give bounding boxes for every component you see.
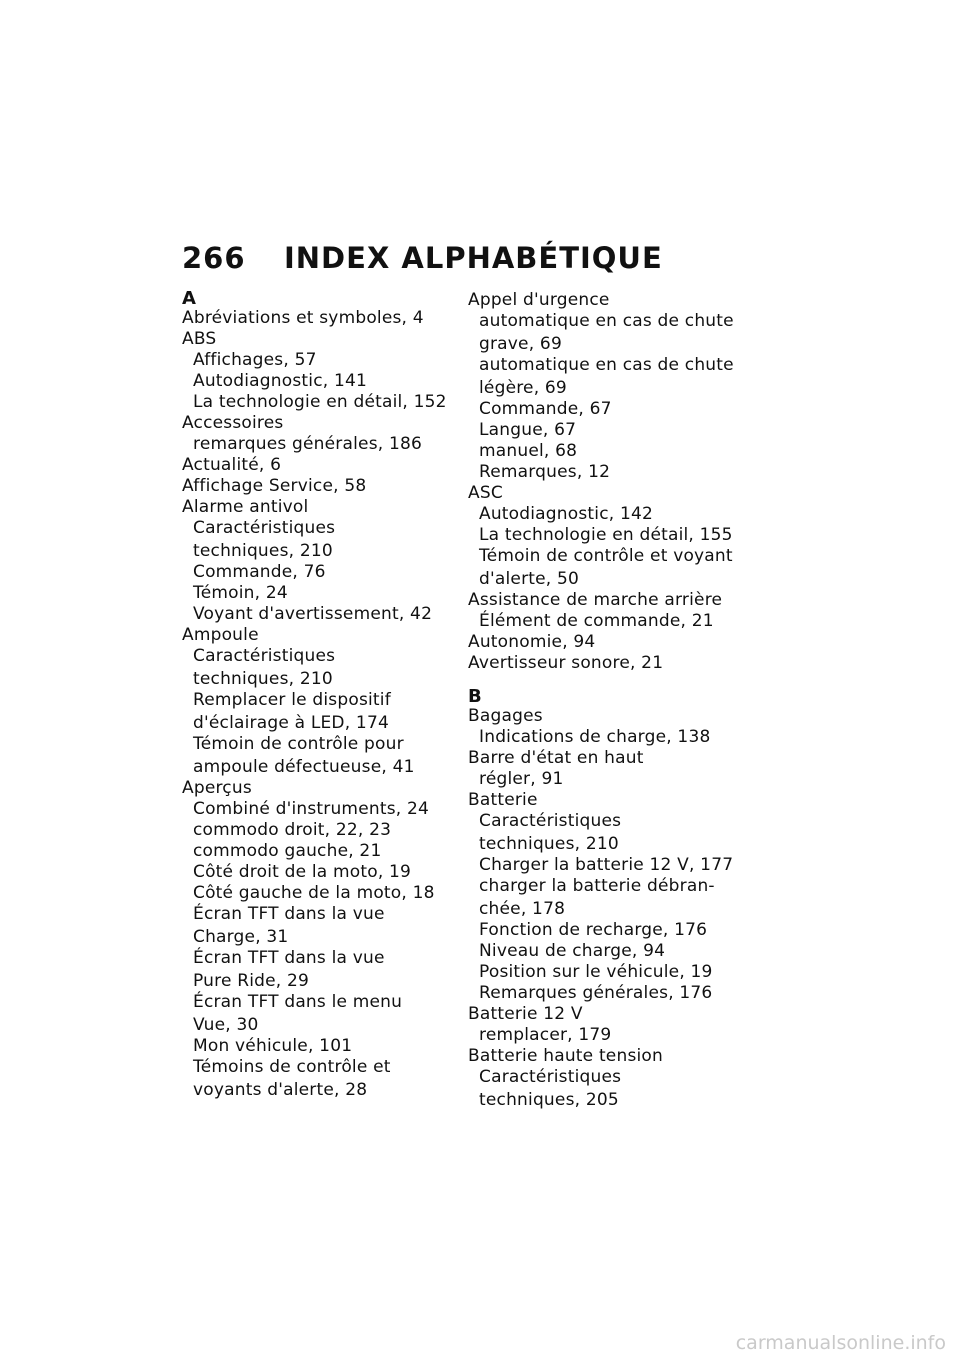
index-subentries [182, 350, 452, 413]
index-term: Abréviations et symboles, 4 [182, 308, 424, 328]
index-term: Aperçus [182, 778, 252, 798]
index-entry [468, 590, 738, 632]
index-subentry: Affichages, 57 [193, 350, 317, 370]
index-subentry: Caractéristiques [193, 518, 336, 538]
index-subentry: Caractéristiques [479, 1067, 622, 1087]
index-subentry: Charge, 31 [193, 927, 289, 947]
index-subentry: manuel, 68 [479, 441, 578, 461]
index-subentry: légère, 69 [479, 378, 567, 398]
index-subentry: techniques, 210 [193, 541, 333, 561]
index-term: Autonomie, 94 [468, 632, 596, 652]
index-entry [468, 706, 738, 748]
index-entry [468, 483, 738, 590]
index-subentries [182, 646, 452, 778]
index-subentry: Élément de commande, 21 [479, 611, 714, 631]
index-term: Actualité, 6 [182, 455, 282, 475]
index-subentry: Remarques générales, 176 [479, 983, 713, 1003]
index-entry [182, 455, 452, 476]
index-entries-left [182, 308, 452, 1101]
index-entry [468, 1004, 738, 1046]
index-term: ABS [182, 329, 217, 349]
index-subentry: techniques, 210 [193, 669, 333, 689]
index-subentry: ampoule défectueuse, 41 [193, 757, 415, 777]
index-subentry: Indications de charge, 138 [479, 727, 711, 747]
index-subentry: régler, 91 [479, 769, 564, 789]
index-subentry: commodo gauche, 21 [193, 841, 382, 861]
index-entry [468, 632, 738, 653]
index-subentry: Témoin, 24 [193, 583, 288, 603]
index-subentry: Pure Ride, 29 [193, 971, 310, 991]
index-term: Ampoule [182, 625, 259, 645]
index-entry [182, 413, 452, 455]
index-column-left [182, 290, 452, 1101]
index-term: Barre d'état en haut [468, 748, 644, 768]
index-subentry: La technologie en détail, 152 [193, 392, 447, 412]
index-term: ASC [468, 483, 503, 503]
index-subentry: commodo droit, 22, 23 [193, 820, 392, 840]
index-subentry: Témoin de contrôle pour [193, 734, 404, 754]
index-subentry: Témoins de contrôle et [193, 1057, 391, 1077]
index-subentry: automatique en cas de chute [479, 355, 734, 375]
index-entry [468, 748, 738, 790]
index-subentries [468, 611, 738, 632]
index-entry [468, 1046, 738, 1111]
page-header [182, 241, 782, 275]
index-entry [468, 790, 738, 1004]
index-subentry: Mon véhicule, 101 [193, 1036, 353, 1056]
index-entry [182, 497, 452, 625]
index-subentry: Témoin de contrôle et voyant [479, 546, 733, 566]
index-column-right [468, 290, 738, 1111]
index-subentry: Commande, 76 [193, 562, 326, 582]
index-subentry: Niveau de charge, 94 [479, 941, 666, 961]
index-subentry: Côté gauche de la moto, 18 [193, 883, 435, 903]
index-subentry: Écran TFT dans la vue [193, 948, 385, 968]
index-subentry: techniques, 205 [479, 1090, 619, 1110]
index-subentry: d'alerte, 50 [479, 569, 580, 589]
index-subentry: La technologie en détail, 155 [479, 525, 733, 545]
index-subentry: remplacer, 179 [479, 1025, 612, 1045]
index-subentry: techniques, 210 [479, 834, 619, 854]
index-letter-a: A [182, 288, 196, 309]
index-subentry: automatique en cas de chute [479, 311, 734, 331]
index-subentry: voyants d'alerte, 28 [193, 1080, 368, 1100]
index-subentry: d'éclairage à LED, 174 [193, 713, 389, 733]
index-term: Affichage Service, 58 [182, 476, 367, 496]
index-entries-right-b [468, 706, 738, 1111]
index-letter-b: B [468, 686, 482, 707]
index-subentry: Écran TFT dans le menu [193, 992, 403, 1012]
index-subentries [182, 434, 452, 455]
index-term: Alarme antivol [182, 497, 309, 517]
index-entry [182, 308, 452, 329]
index-entry [182, 476, 452, 497]
index-subentries [468, 727, 738, 748]
index-subentries [468, 769, 738, 790]
index-entry [468, 290, 738, 483]
index-subentry: Remarques, 12 [479, 462, 611, 482]
index-subentry: Langue, 67 [479, 420, 577, 440]
index-subentry: Remplacer le dispositif [193, 690, 391, 710]
page-title: INDEX ALPHABÉTIQUE [284, 241, 663, 275]
watermark: carmanualsonline.info [735, 1332, 946, 1354]
index-subentry: Caractéristiques [479, 811, 622, 831]
index-entries-right-a [468, 290, 738, 674]
index-term: Avertisseur sonore, 21 [468, 653, 664, 673]
index-subentry: Côté droit de la moto, 19 [193, 862, 412, 882]
index-subentries [468, 504, 738, 590]
index-term: Accessoires [182, 413, 284, 433]
index-subentries [468, 311, 738, 483]
index-subentry: grave, 69 [479, 334, 562, 354]
index-subentry: Position sur le véhicule, 19 [479, 962, 713, 982]
index-subentry: Charger la batterie 12 V, 177 [479, 855, 734, 875]
index-term: Batterie [468, 790, 538, 810]
index-entry [182, 329, 452, 413]
index-entry [468, 653, 738, 674]
index-subentry: Fonction de recharge, 176 [479, 920, 708, 940]
index-subentry: Caractéristiques [193, 646, 336, 666]
index-subentry: Commande, 67 [479, 399, 612, 419]
index-subentry: Écran TFT dans la vue [193, 904, 385, 924]
index-subentries [468, 1025, 738, 1046]
index-subentry: Autodiagnostic, 142 [479, 504, 654, 524]
index-term: Batterie 12 V [468, 1004, 583, 1024]
index-term: Assistance de marche arrière [468, 590, 723, 610]
index-subentries [182, 799, 452, 1101]
index-entry [182, 625, 452, 778]
index-subentry: Combiné d'instruments, 24 [193, 799, 429, 819]
index-subentries [182, 518, 452, 625]
index-subentry: Autodiagnostic, 141 [193, 371, 368, 391]
index-term: Batterie haute tension [468, 1046, 663, 1066]
index-term: Appel d'urgence [468, 290, 610, 310]
index-subentry: Vue, 30 [193, 1015, 259, 1035]
index-subentries [468, 811, 738, 1004]
index-subentry: Voyant d'avertissement, 42 [193, 604, 433, 624]
index-term: Bagages [468, 706, 543, 726]
index-subentries [468, 1067, 738, 1111]
index-subentry: charger la batterie débran- [479, 876, 715, 896]
index-subentry: remarques générales, 186 [193, 434, 423, 454]
index-subentry: chée, 178 [479, 899, 566, 919]
page-number: 266 [182, 241, 246, 275]
index-entry [182, 778, 452, 1101]
